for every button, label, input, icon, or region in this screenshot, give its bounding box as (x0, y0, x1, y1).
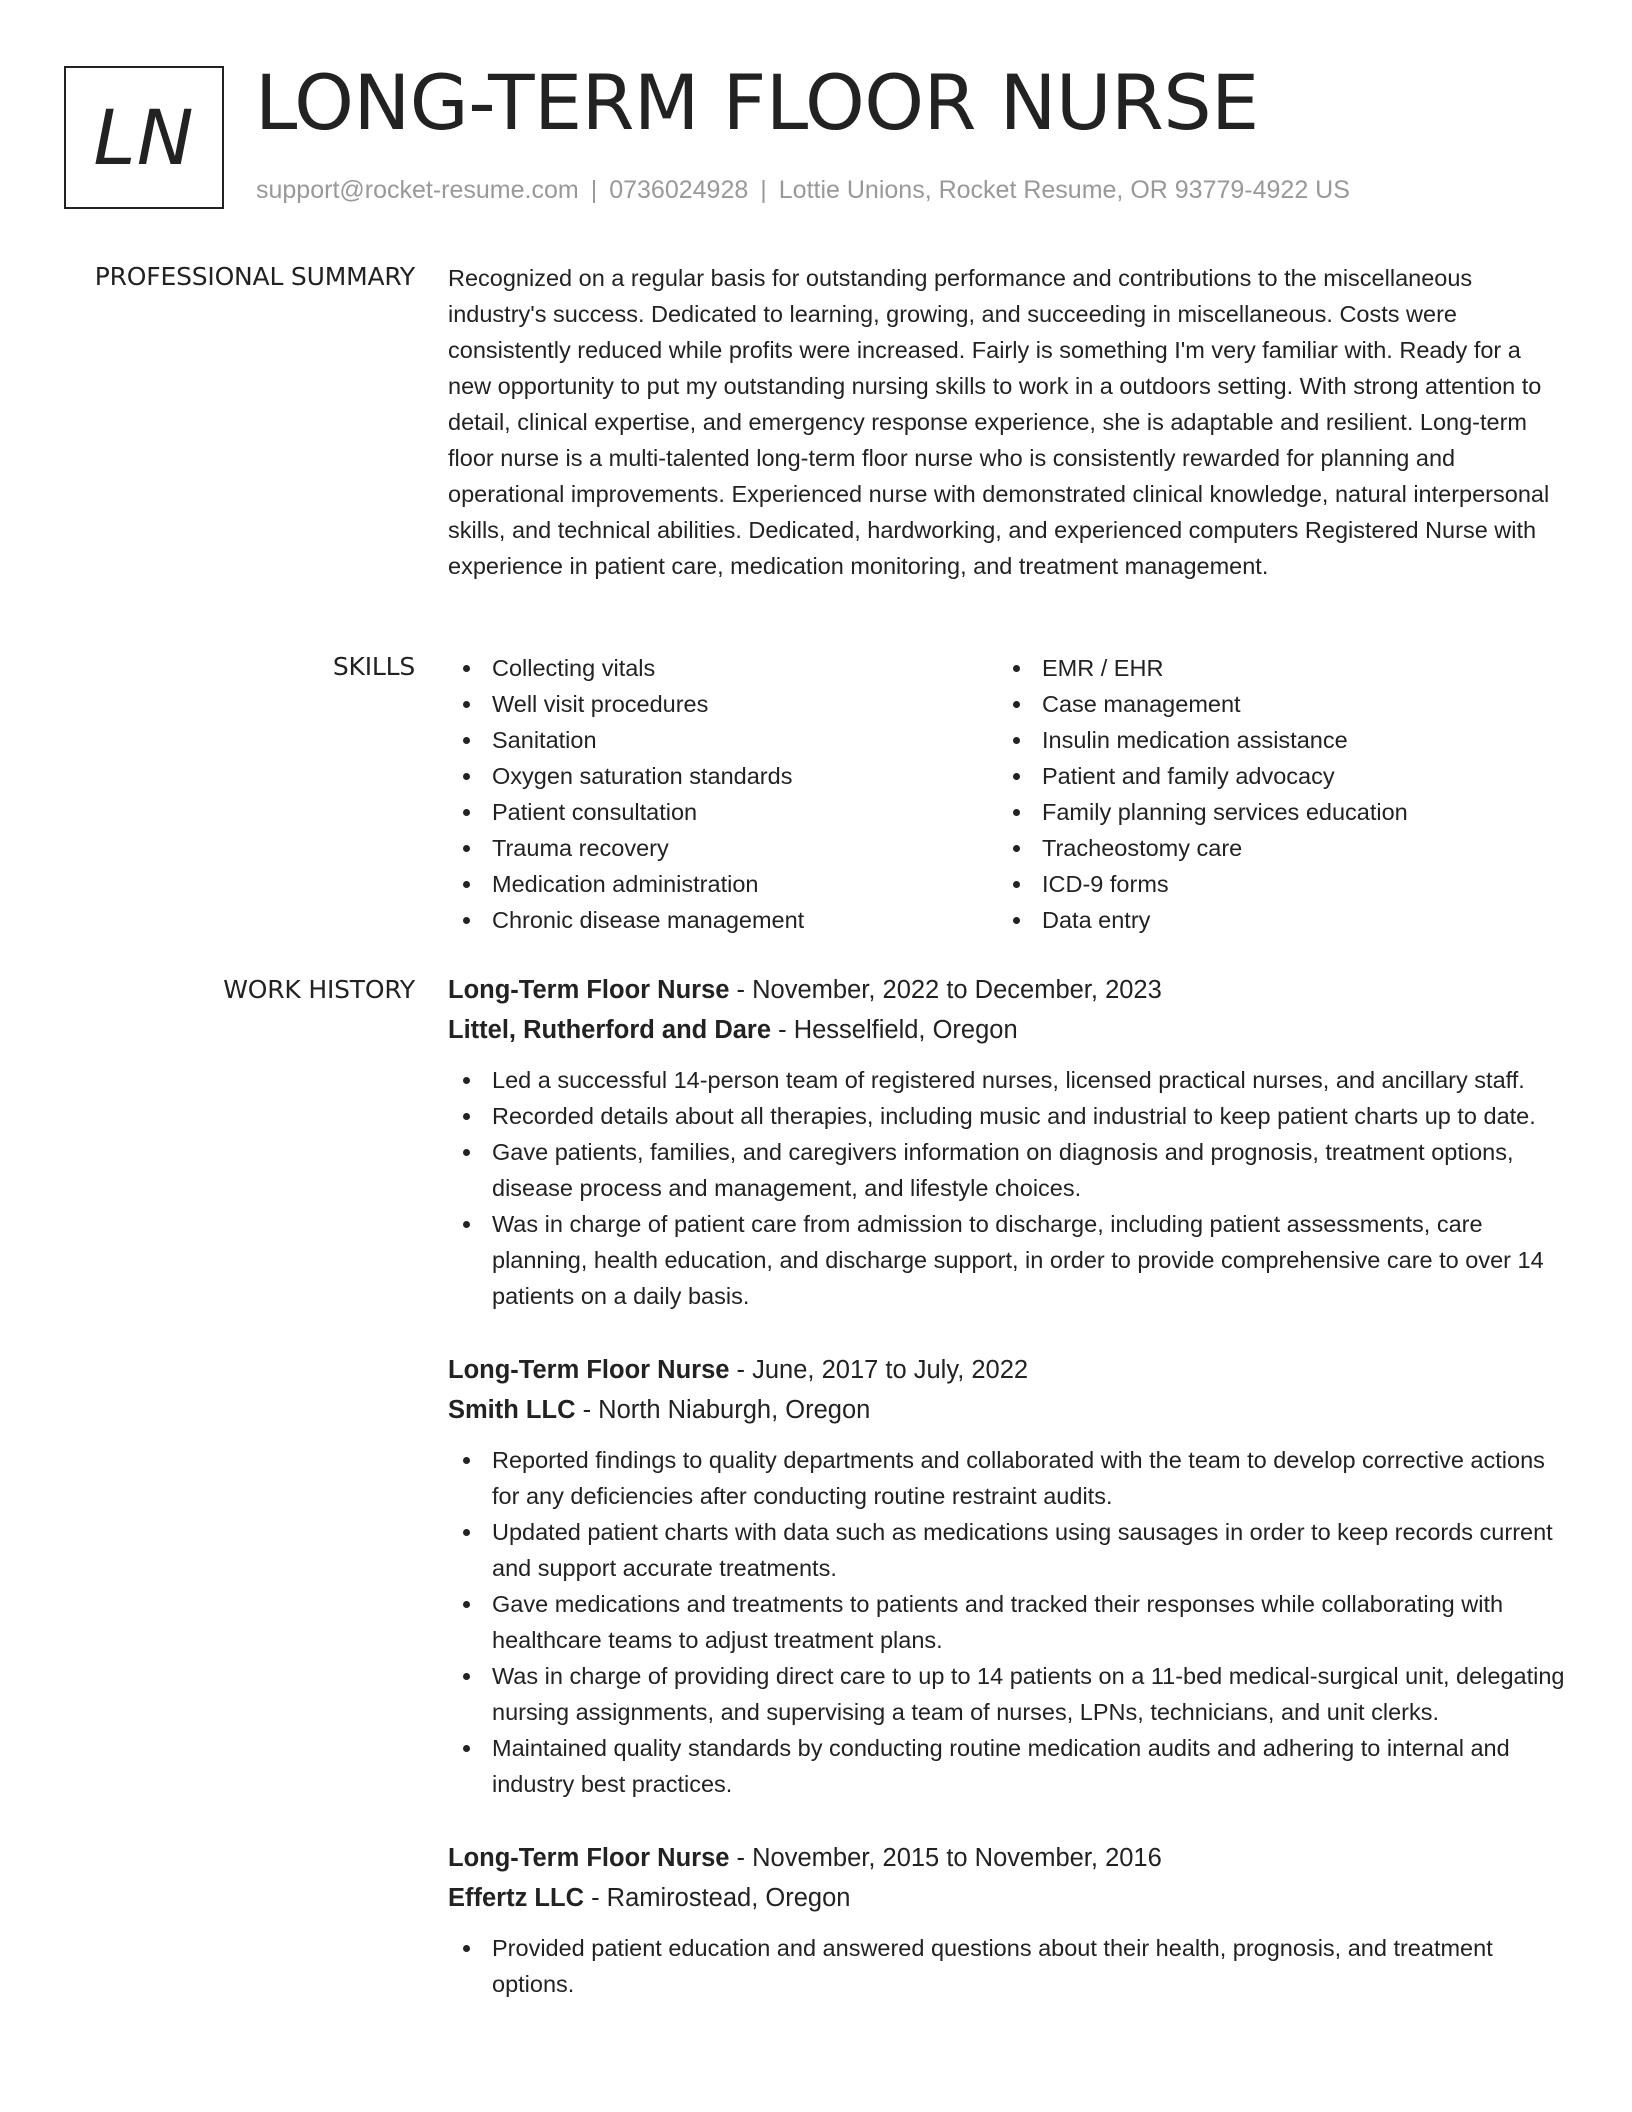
skill-item: Collecting vitals (448, 650, 998, 686)
skill-item: Case management (998, 686, 1548, 722)
job-location: Hesselfield, Oregon (793, 1016, 1018, 1044)
job-entry (448, 1350, 1570, 1802)
monogram-initials: LN (93, 93, 195, 182)
job-dates: June, 2017 to July, 2022 (752, 1356, 1029, 1384)
dash: - (771, 1016, 794, 1044)
job-company-line (448, 1878, 1570, 1918)
job-title: Long-Term Floor Nurse (448, 1844, 730, 1872)
job-bullets (448, 1930, 1570, 2002)
contact-email[interactable]: support@rocket-resume.com (256, 176, 579, 204)
job-bullet: Was in charge of patient care from admission to discharge, including patient assessments, care planning, health education, and discharge support, in order to provide comprehensive care to over 14 patients on a daily basis. (448, 1206, 1570, 1314)
job-dates: November, 2015 to November, 2016 (752, 1844, 1162, 1872)
skill-item: Patient and family advocacy (998, 758, 1548, 794)
skill-item: Tracheostomy care (998, 830, 1548, 866)
skill-item: Oxygen saturation standards (448, 758, 998, 794)
summary-heading: PROFESSIONAL SUMMARY (94, 262, 415, 291)
job-bullets (448, 1442, 1570, 1802)
skill-item: Insulin medication assistance (998, 722, 1548, 758)
job-bullet: Recorded details about all therapies, including music and industrial to keep patient charts up to date. (448, 1098, 1570, 1134)
job-company: Effertz LLC (448, 1884, 584, 1912)
job-company-line (448, 1010, 1570, 1050)
job-bullet: Gave medications and treatments to patients and tracked their responses while collaborating with healthcare teams to adjust treatment plans. (448, 1586, 1570, 1658)
work-history-heading: WORK HISTORY (223, 975, 415, 1004)
contact-separator: | (590, 176, 598, 204)
contact-address: Lottie Unions, Rocket Resume, OR 93779-4922 US (778, 176, 1350, 204)
job-dates: November, 2022 to December, 2023 (752, 976, 1162, 1004)
job-company-line (448, 1390, 1570, 1430)
job-company: Littel, Rutherford and Dare (448, 1016, 772, 1044)
skill-item: Chronic disease management (448, 902, 998, 938)
dash: - (729, 1844, 753, 1872)
dash: - (729, 1356, 753, 1384)
dash: - (575, 1396, 599, 1424)
job-bullet: Updated patient charts with data such as medications using sausages in order to keep records current and support accurate treatments. (448, 1514, 1570, 1586)
job-title-line (448, 970, 1570, 1010)
job-bullets (448, 1062, 1570, 1314)
job-company: Smith LLC (448, 1396, 576, 1424)
job-title-line (448, 1350, 1570, 1390)
skills-heading: SKILLS (332, 652, 415, 681)
contact-phone[interactable]: 0736024928 (609, 176, 749, 204)
job-bullet: Was in charge of providing direct care to up to 14 patients on a 11-bed medical-surgical unit, delegating nursing assignments, and supervising a team of nurses, LPNs, technicians, and unit clerks. (448, 1658, 1570, 1730)
skill-item: Patient consultation (448, 794, 998, 830)
job-location: Ramirostead, Oregon (606, 1884, 851, 1912)
job-bullet: Provided patient education and answered questions about their health, prognosis, and treatment options. (448, 1930, 1570, 2002)
job-bullet: Reported findings to quality departments and collaborated with the team to develop corrective actions for any deficiencies after conducting routine restraint audits. (448, 1442, 1570, 1514)
skill-item: ICD-9 forms (998, 866, 1548, 902)
skill-item: Medication administration (448, 866, 998, 902)
skills-list-left (448, 650, 998, 938)
contact-line (256, 176, 1350, 205)
job-title: Long-Term Floor Nurse (448, 1356, 730, 1384)
resume-title: LONG-TERM FLOOR NURSE (255, 58, 1259, 147)
skill-item: Sanitation (448, 722, 998, 758)
skill-item: Trauma recovery (448, 830, 998, 866)
dash: - (584, 1884, 607, 1912)
job-entry (448, 970, 1570, 1314)
summary-text: Recognized on a regular basis for outstanding performance and contributions to the miscellaneous industry's success. Dedicated to learning, growing, and succeeding in miscellaneous. Costs were consistently reduced while profits were increased. Fairly is something I'm very familiar with. Ready for a new opportunity to put my outstanding nursing skills to work in a outdoors setting. With strong attention to detail, clinical expertise, and emergency response experience, she is adaptable and resilient. Long-term floor nurse is a multi-talented long-term floor nurse who is consistently rewarded for planning and operational improvements. Experienced nurse with demonstrated clinical knowledge, natural interpersonal skills, and technical abilities. Dedicated, hardworking, and experienced computers Registered Nurse with experience in patient care, medication monitoring, and treatment management. (448, 265, 1550, 579)
dash: - (729, 976, 753, 1004)
skill-item: Well visit procedures (448, 686, 998, 722)
skill-item: Data entry (998, 902, 1548, 938)
job-bullet: Gave patients, families, and caregivers information on diagnosis and prognosis, treatment options, disease process and management, and lifestyle choices. (448, 1134, 1570, 1206)
job-bullet: Led a successful 14-person team of registered nurses, licensed practical nurses, and ancillary staff. (448, 1062, 1570, 1098)
job-title: Long-Term Floor Nurse (448, 976, 730, 1004)
job-location: North Niaburgh, Oregon (598, 1396, 871, 1424)
skills-list-right (998, 650, 1548, 938)
skill-item: EMR / EHR (998, 650, 1548, 686)
monogram-box (64, 66, 224, 209)
job-entry (448, 1838, 1570, 2002)
contact-separator: | (760, 176, 767, 204)
job-title-line (448, 1838, 1570, 1878)
job-bullet: Maintained quality standards by conducting routine medication audits and adhering to internal and industry best practices. (448, 1730, 1570, 1802)
skill-item: Family planning services education (998, 794, 1548, 830)
